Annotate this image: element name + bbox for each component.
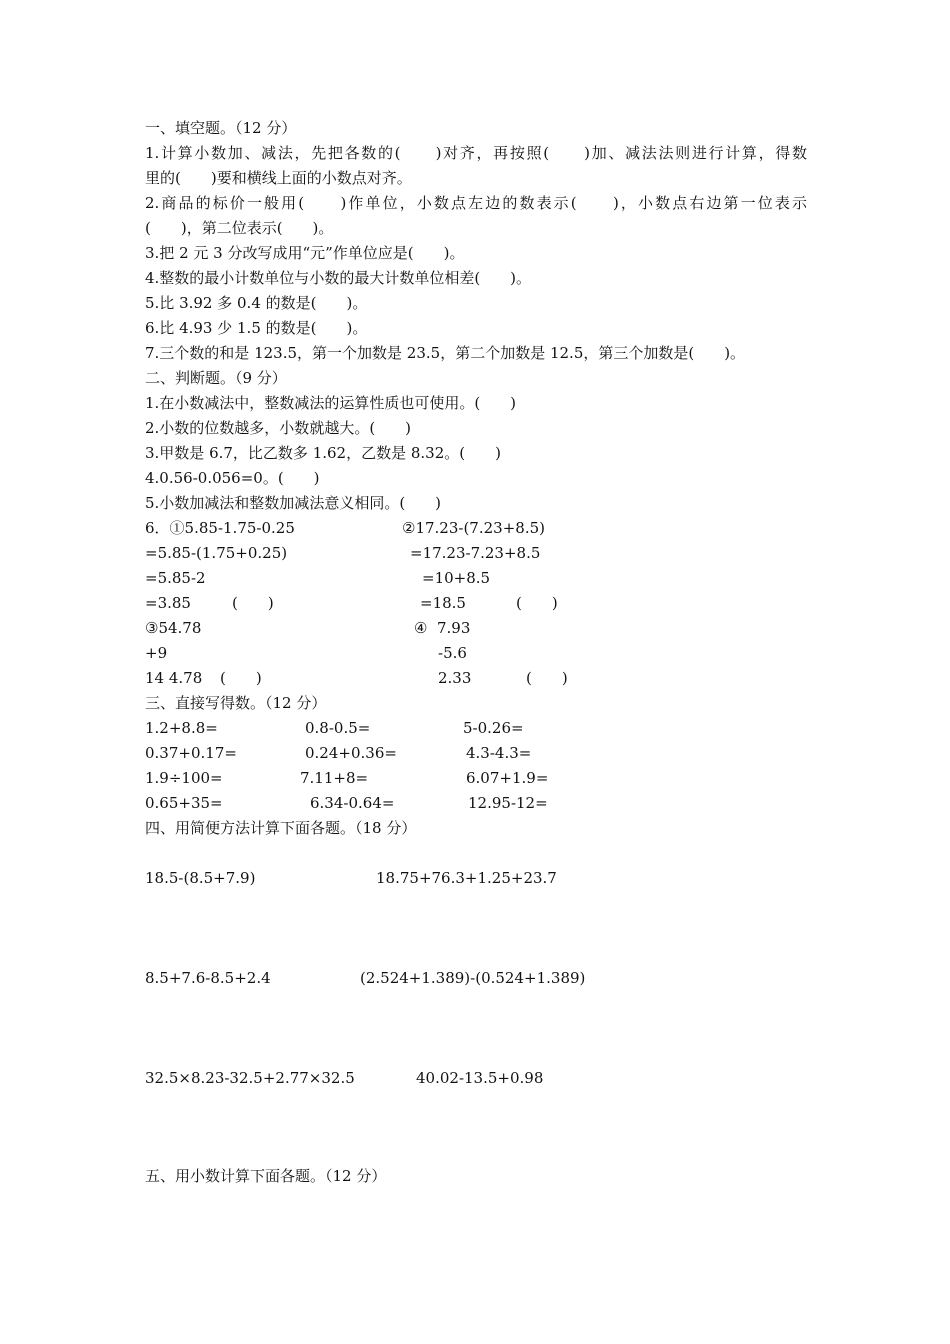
s1-question-6: 6.比 4.93 少 1.5 的数是( )。	[145, 319, 368, 337]
s2-q6-left-line: 14 4.78	[145, 669, 203, 687]
s2-q6-right-line: =10+8.5	[422, 569, 491, 587]
s2-q6-left-line: ③54.78	[145, 619, 202, 637]
section-1-heading: 一、填空题。（12 分）	[145, 119, 297, 137]
s2-q6-right-line: ④ 7.93	[414, 619, 471, 637]
oral-calc-item: 6.07+1.9=	[466, 769, 549, 787]
oral-calc-item: 12.95-12=	[468, 794, 548, 812]
simplify-problem: 18.5-(8.5+7.9)	[145, 869, 256, 887]
oral-calc-item: 1.9÷100=	[145, 769, 223, 787]
s2-q6-right-line: =17.23-7.23+8.5	[410, 544, 541, 562]
simplify-problem: 40.02-13.5+0.98	[416, 1069, 544, 1087]
oral-calc-item: 1.2+8.8=	[145, 719, 218, 737]
section-5-heading: 五、用小数计算下面各题。（12 分）	[145, 1167, 387, 1185]
s1-question-1-line-1: 1.计算小数加、减法，先把各数的( )对齐，再按照( )加、减法法则进行计算，得数	[145, 144, 807, 162]
s2-q6-left-line: =5.85-2	[145, 569, 206, 587]
s1-question-2-line-1: 2.商品的标价一般用( )作单位，小数点左边的数表示( )，小数点右边第一位表示	[145, 194, 807, 212]
judgement-paren: ( )	[516, 594, 558, 612]
oral-calc-item: 5-0.26=	[463, 719, 524, 737]
s1-question-1-line-2: 里的( )要和横线上面的小数点对齐。	[145, 169, 412, 187]
section-3-heading: 三、直接写得数。（12 分）	[145, 694, 327, 712]
oral-calc-item: 0.8-0.5=	[305, 719, 371, 737]
oral-calc-item: 7.11+8=	[300, 769, 369, 787]
s2-q6-right-line: 2.33	[438, 669, 472, 687]
s2-q6-left-line: =3.85	[145, 594, 191, 612]
s2-q6-right-line: -5.6	[438, 644, 467, 662]
s1-question-5: 5.比 3.92 多 0.4 的数是( )。	[145, 294, 368, 312]
oral-calc-item: 0.65+35=	[145, 794, 223, 812]
judgement-paren: ( )	[232, 594, 274, 612]
oral-calc-item: 0.37+0.17=	[145, 744, 237, 762]
simplify-problem: 18.75+76.3+1.25+23.7	[376, 869, 557, 887]
oral-calc-item: 4.3-4.3=	[466, 744, 532, 762]
oral-calc-item: 0.24+0.36=	[305, 744, 397, 762]
oral-calc-item: 6.34-0.64=	[310, 794, 395, 812]
section-4-heading: 四、用简便方法计算下面各题。（18 分）	[145, 819, 417, 837]
s1-question-4: 4.整数的最小计数单位与小数的最大计数单位相差( )。	[145, 269, 532, 287]
s2-question-2: 2.小数的位数越多，小数就越大。( )	[145, 419, 412, 437]
simplify-problem: 32.5×8.23-32.5+2.77×32.5	[145, 1069, 355, 1087]
s2-q6-left-line: +9	[145, 644, 168, 662]
s1-question-7: 7.三个数的和是 123.5，第一个加数是 23.5，第二个加数是 12.5，第三个加数是( )。	[145, 344, 746, 362]
s2-q6-right-line: =18.5	[420, 594, 466, 612]
simplify-problem: (2.524+1.389)-(0.524+1.389)	[360, 969, 586, 987]
s2-q6-right-line: ②17.23-(7.23+8.5)	[402, 519, 545, 537]
s2-question-1: 1.在小数减法中，整数减法的运算性质也可使用。( )	[145, 394, 517, 412]
judgement-paren: ( )	[220, 669, 262, 687]
section-2-heading: 二、判断题。（9 分）	[145, 369, 287, 387]
s2-question-3: 3.甲数是 6.7，比乙数多 1.62，乙数是 8.32。( )	[145, 444, 501, 462]
s1-question-3: 3.把 2 元 3 分改写成用“元”作单位应是( )。	[145, 244, 465, 262]
s2-q6-left-line: =5.85-(1.75+0.25)	[145, 544, 288, 562]
s2-question-5: 5.小数加减法和整数加减法意义相同。( )	[145, 494, 442, 512]
s2-question-4: 4.0.56-0.056=0。( )	[145, 469, 320, 487]
simplify-problem: 8.5+7.6-8.5+2.4	[145, 969, 271, 987]
s2-q6-left-line: 6．①5.85-1.75-0.25	[145, 519, 295, 537]
judgement-paren: ( )	[526, 669, 568, 687]
s1-question-2-line-2: ( )，第二位表示( )。	[145, 219, 334, 237]
